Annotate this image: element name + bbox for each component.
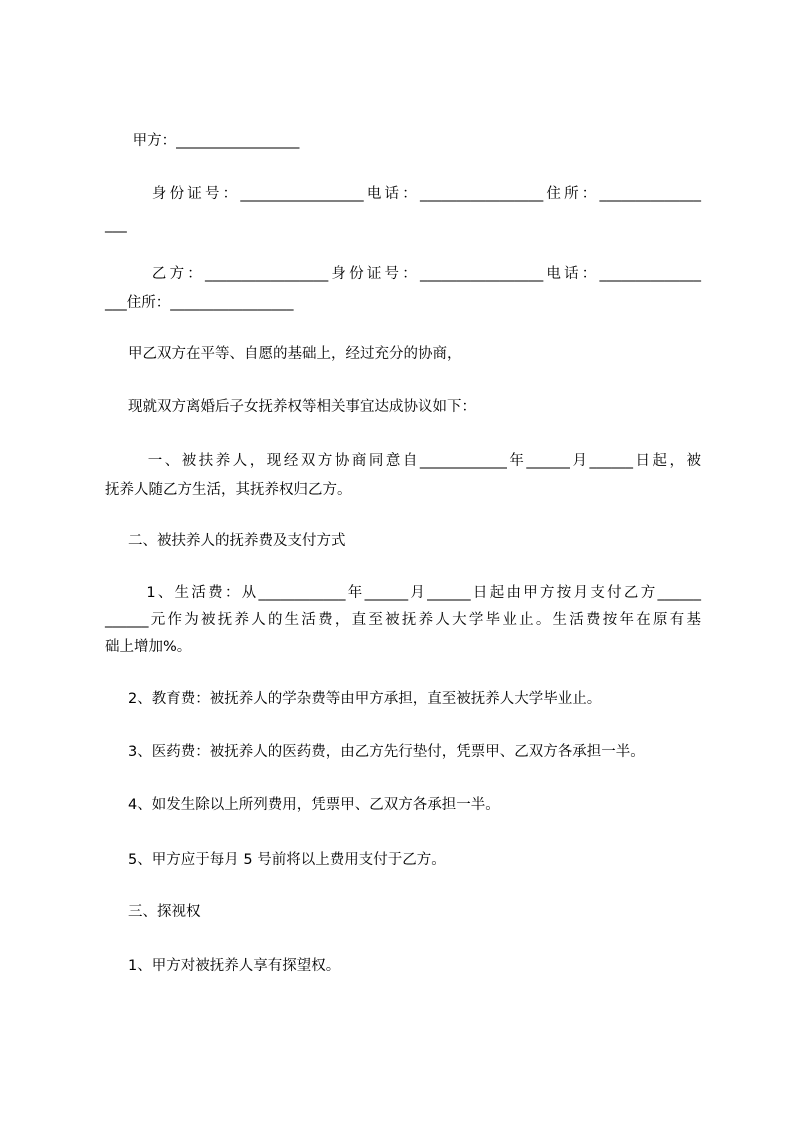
party-a-line: 甲方：_________________ — [105, 133, 300, 149]
party-a-details-continuation: ___ — [105, 217, 127, 233]
party-b-line: 乙方：_________________身份证号：_________________电话：______________ — [105, 266, 701, 282]
clause-1-line-1: 一、被扶养人，现经双方协商同意自____________年______月______日起，被 — [105, 453, 701, 469]
other-expense-line: 4、如发生除以上所列费用，凭票甲、乙双方各承担一半。 — [105, 797, 500, 813]
party-a-details-line: 身份证号：_________________电话：_________________住所：______________ — [105, 186, 701, 202]
living-expense-line-3: 础上增加%。 — [105, 639, 192, 655]
section-3-heading: 三、探视权 — [105, 904, 201, 920]
living-expense-line-2: ______元作为被抚养人的生活费，直至被抚养人大学毕业止。生活费按年在原有基 — [105, 612, 701, 628]
party-b-continuation: ___住所：_________________ — [105, 295, 294, 311]
preamble-line-2: 现就双方离婚后子女抚养权等相关事宜达成协议如下： — [105, 399, 477, 415]
section-2-heading: 二、被扶养人的抚养费及支付方式 — [105, 533, 346, 549]
preamble-line-1: 甲乙双方在平等、自愿的基础上，经过充分的协商， — [105, 346, 462, 362]
visitation-clause-line: 1、甲方对被抚养人享有探望权。 — [105, 958, 341, 974]
payment-deadline-line: 5、甲方应于每月 5 号前将以上费用支付于乙方。 — [105, 852, 446, 868]
living-expense-line-1: 1、生活费：从____________年______月______日起由甲方按月支付乙方______ — [105, 585, 701, 601]
education-expense-line: 2、教育费：被抚养人的学杂费等由甲方承担，直至被抚养人大学毕业止。 — [105, 691, 602, 707]
clause-1-line-2: 抚养人随乙方生活，其抚养权归乙方。 — [105, 482, 352, 498]
medical-expense-line: 3、医药费：被抚养人的医药费，由乙方先行垫付，凭票甲、乙双方各承担一半。 — [105, 744, 645, 760]
